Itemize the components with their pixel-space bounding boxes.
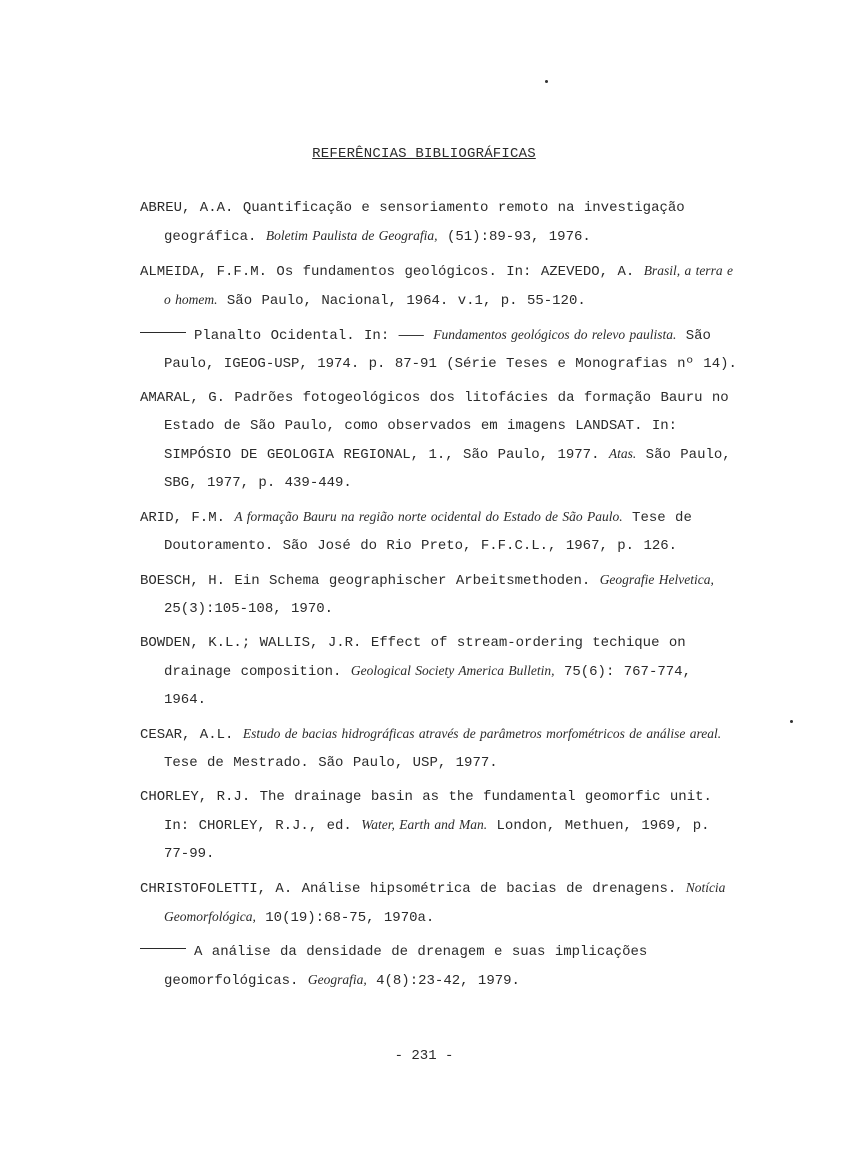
reference-item: ALMEIDA, F.F.M. Os fundamentos geológicos. In: AZEVEDO, A. Brasil, a terra e o homem. São Paulo, Nacional, 1964. v.1, p. 55-120.: [140, 263, 733, 309]
page-number: - 231 -: [394, 1048, 454, 1064]
reference-item: ABREU, A.A. Quantificação e sensoriamento remoto na investigação geográfica. Boletim Paulista de Geografia, (51):89-93, 1976.: [140, 200, 685, 245]
reference-item: ARID, F.M. A formação Bauru na região norte ocidental do Estado de São Paulo. Tese de Doutoramento. São José do Rio Preto, F.F.C.L., 1967, p. 126.: [140, 509, 692, 554]
reference-item: AMARAL, G. Padrões fotogeológicos dos litofácies da formação Bauru no Estado de São Paulo, como observados em imagens LANDSAT. In: SIMPÓSIO DE GEOLOGIA REGIONAL, 1., São Paulo, 1977. Atas. São Paulo, SBG, 1977, p. 439-449.: [140, 390, 731, 491]
ditto-dash: [140, 332, 186, 333]
reference-item: BOWDEN, K.L.; WALLIS, J.R. Effect of stream-ordering techique on drainage composition. Geological Society America Bulletin, 75(6): 767-774, 1964.: [140, 635, 691, 708]
reference-item: BOESCH, H. Ein Schema geographischer Arbeitsmethoden. Geografie Helvetica, 25(3):105-108, 1970.: [140, 572, 714, 617]
ditto-dash: [140, 948, 186, 949]
reference-list: [140, 194, 740, 1001]
reference-item: Planalto Ocidental. In: ——— Fundamentos geológicos do relevo paulista. São Paulo, IGEOG-USP, 1974. p. 87-91 (Série Teses e Monografias nº 14).: [140, 321, 740, 378]
reference-item: A análise da densidade de drenagem e suas implicações geomorfológicas. Geografia, 4(8):23-42, 1979.: [140, 938, 740, 995]
page-title: REFERÊNCIAS BIBLIOGRÁFICAS: [312, 146, 536, 162]
reference-item: CHRISTOFOLETTI, A. Análise hipsométrica de bacias de drenagens. Notícia Geomorfológica, 10(19):68-75, 1970a.: [140, 880, 726, 926]
reference-item: CESAR, A.L. Estudo de bacias hidrográficas através de parâmetros morfométricos de análise areal. Tese de Mestrado. São Paulo, USP, 1977.: [140, 726, 722, 771]
reference-item: CHORLEY, R.J. The drainage basin as the fundamental geomorfic unit. In: CHORLEY, R.J., ed. Water, Earth and Man. London, Methuen, 1969, p. 77-99.: [140, 789, 712, 862]
speck: [790, 720, 793, 723]
speck: [545, 80, 548, 83]
